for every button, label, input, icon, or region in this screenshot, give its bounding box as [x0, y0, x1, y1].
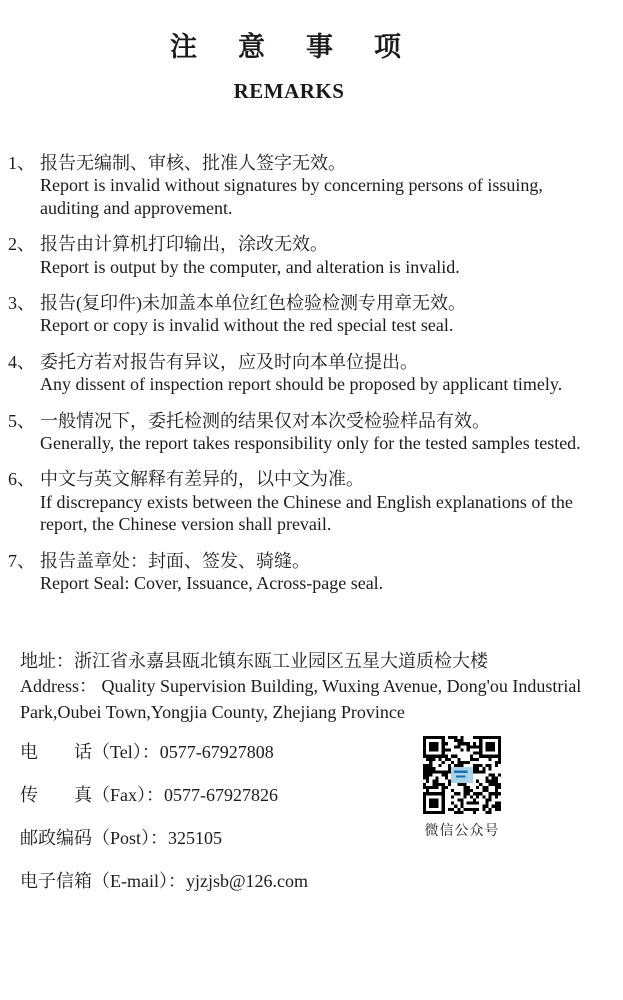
item-number: 3、 — [8, 293, 35, 314]
contact-label: 电子信箱（E-mail）： — [20, 871, 186, 891]
item-en-line: Any dissent of inspection report should be proposed by applicant timely. — [40, 374, 563, 395]
item-text — [40, 233, 618, 278]
contact-value: 0577-67927808 — [159, 742, 274, 762]
address-block — [0, 649, 623, 726]
qr-caption: 微信公众号 — [424, 824, 500, 839]
contact-line — [20, 871, 420, 891]
contact-value: 325105 — [168, 828, 223, 848]
address-chinese: 地址：浙江省永嘉县瓯北镇东瓯工业园区五星大道质检大楼 — [20, 650, 488, 671]
item-text — [40, 152, 618, 219]
item-en-line: If discrepancy exists between the Chinese and English explanations of the — [40, 491, 573, 512]
item-text — [40, 410, 618, 455]
item-zh-text: 报告盖章处：封面、签发、骑缝。 — [40, 550, 310, 571]
item-zh-text: 委托方若对报告有异议，应及时向本单位提出。 — [40, 351, 418, 372]
item-number: 2、 — [8, 234, 35, 255]
contact-value: 0577-67927826 — [164, 785, 278, 805]
item-text — [40, 292, 618, 337]
item-number: 5、 — [8, 410, 35, 431]
item-number: 1、 — [8, 153, 35, 173]
list-item — [8, 550, 623, 595]
contact-value: yjzjsb@126.com — [185, 871, 309, 891]
wechat-qr-code — [423, 736, 501, 814]
address-english-line: Park,Oubei Town,Yongjia County, Zhejiang Province — [20, 701, 405, 722]
item-en-line: report, the Chinese version shall prevail. — [40, 514, 332, 535]
list-item — [8, 351, 623, 396]
item-zh-text: 报告无编制、审核、批准人签字无效。 — [40, 153, 346, 173]
list-item — [8, 468, 623, 535]
contact-list — [0, 742, 420, 891]
item-en-line: Report is invalid without signatures by concerning persons of issuing, — [40, 175, 543, 196]
list-item — [8, 292, 623, 337]
item-number: 7、 — [8, 550, 35, 571]
contact-line — [20, 828, 420, 848]
item-zh-text: 报告(复印件)未加盖本单位红色检验检测专用章无效。 — [40, 293, 466, 314]
item-en-line: Generally, the report takes responsibility only for the tested samples tested. — [40, 433, 581, 454]
list-item — [8, 410, 623, 455]
item-zh-text: 中文与英文解释有差异的，以中文为准。 — [40, 469, 364, 490]
item-en-line: auditing and approvement. — [40, 197, 233, 218]
notice-title-english: REMARKS — [233, 79, 345, 103]
contact-label: 邮政编码（Post）： — [20, 828, 169, 848]
item-number: 6、 — [8, 469, 35, 490]
contact-label: 传 真（Fax）： — [20, 785, 164, 805]
item-text — [40, 351, 618, 396]
item-text — [40, 468, 618, 535]
contact-line — [20, 742, 420, 762]
item-number: 4、 — [8, 351, 35, 372]
item-en-line: Report Seal: Cover, Issuance, Across-page seal. — [40, 573, 384, 594]
remarks-list — [0, 152, 623, 595]
list-item — [8, 233, 623, 278]
document-header — [0, 0, 578, 104]
item-zh-text: 一般情况下，委托检测的结果仅对本次受检验样品有效。 — [40, 410, 490, 431]
item-text — [40, 550, 618, 595]
contact-label: 电 话（Tel）： — [20, 742, 160, 762]
notice-title-chinese: 注 意 事 项 — [170, 32, 408, 62]
item-en-line: Report or copy is invalid without the red special test seal. — [40, 315, 454, 336]
contact-line — [20, 785, 420, 805]
wechat-qr-block — [420, 736, 504, 840]
item-zh-text: 报告由计算机打印输出，涂改无效。 — [40, 234, 328, 255]
item-en-line: Report is output by the computer, and alteration is invalid. — [40, 256, 460, 277]
list-item — [8, 152, 623, 219]
address-english-line: Address： Quality Supervision Building, Wuxing Avenue, Dong'ou Industrial — [20, 676, 582, 696]
